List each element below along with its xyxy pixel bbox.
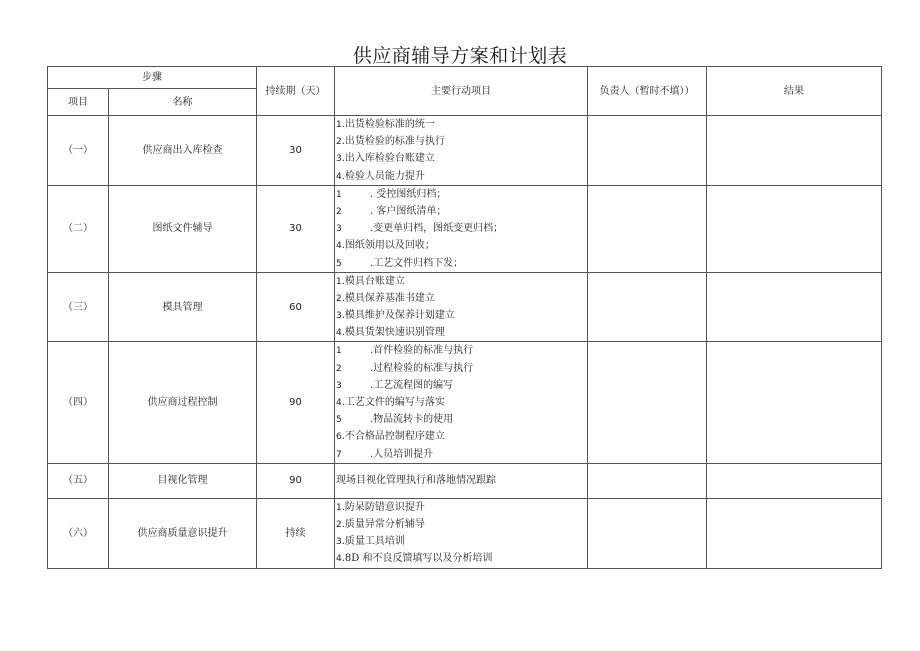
row-name: 模具管理: [109, 272, 257, 342]
row-result: [707, 272, 882, 342]
row-name: 供应商质量意识提升: [109, 498, 257, 568]
table-row: [48, 185, 882, 272]
row-duration: 持续: [257, 498, 335, 568]
action-number: 4: [336, 328, 342, 339]
row-name: 目视化管理: [109, 463, 257, 498]
header-item: 项目: [48, 89, 109, 116]
action-number: 6: [336, 432, 342, 443]
action-item: [336, 411, 587, 428]
row-name: 供应商过程控制: [109, 342, 257, 463]
row-item: （四）: [48, 342, 109, 463]
row-item: （三）: [48, 272, 109, 342]
row-result: [707, 185, 882, 272]
action-number: 1: [336, 502, 342, 513]
action-item: [336, 186, 587, 203]
action-item: [336, 360, 587, 377]
action-number: 3: [336, 311, 342, 322]
row-owner: [588, 498, 707, 568]
action-text: .质量工具培训: [341, 536, 405, 548]
row-actions: [335, 116, 588, 186]
row-result: [707, 498, 882, 568]
action-text: .模具台账建立: [341, 275, 405, 287]
action-item: [336, 324, 587, 341]
action-item: [336, 133, 587, 150]
action-text: .首件检验的标准与执行: [370, 345, 474, 357]
action-text: .检验人员能力提升: [341, 170, 425, 182]
table-row: [48, 463, 882, 498]
row-name: 供应商出入库检查: [109, 116, 257, 186]
action-item: [336, 550, 587, 567]
action-text: .质量异常分析辅导: [341, 518, 425, 530]
action-number: 2: [336, 137, 342, 148]
action-number: 1: [336, 276, 342, 287]
row-name: 图纸文件辅导: [109, 185, 257, 272]
row-actions: [335, 272, 588, 342]
header-steps: 步骤: [48, 67, 257, 89]
action-text: .过程检验的标准与执行: [370, 362, 474, 374]
action-item: [336, 150, 587, 167]
action-item: [336, 342, 587, 359]
action-item: [336, 168, 587, 185]
action-item: [336, 472, 587, 489]
header-owner: 负责人（暂时不填））: [588, 67, 707, 116]
action-item: [336, 446, 587, 463]
action-text: .工艺流程图的编写: [370, 379, 454, 391]
table-row: [48, 498, 882, 568]
action-text: .防呆防错意识提升: [341, 501, 425, 513]
action-text: .8D 和不良反馈填写以及分析培训: [341, 553, 493, 565]
row-owner: [588, 185, 707, 272]
action-text: .变更单归档，图纸变更归档；: [370, 223, 504, 235]
row-duration: 60: [257, 272, 335, 342]
header-result: 结果: [707, 67, 882, 116]
action-text: . 受控图纸归档；: [370, 188, 447, 200]
action-text: .人员培训提升: [370, 448, 434, 460]
action-item: [336, 533, 587, 550]
row-owner: [588, 342, 707, 463]
action-number: 3: [336, 380, 342, 391]
action-item: [336, 290, 587, 307]
action-number: 4: [336, 398, 342, 408]
table-row: [48, 342, 882, 463]
table-row: [48, 272, 882, 342]
row-result: [707, 116, 882, 186]
action-number: 3: [336, 537, 342, 548]
action-number: 2: [336, 519, 342, 530]
action-text: .模具货架快速识别管理: [341, 327, 445, 339]
row-actions: [335, 498, 588, 568]
action-text: .出货检验标准的统一: [341, 119, 435, 130]
row-item: （一）: [48, 116, 109, 186]
action-text: .出入库检验台账建立: [341, 153, 435, 165]
action-item: [336, 428, 587, 445]
action-number: 5: [336, 258, 342, 269]
action-item: [336, 255, 587, 272]
row-item: （五）: [48, 463, 109, 498]
action-item: [336, 220, 587, 237]
action-item: [336, 394, 587, 411]
row-owner: [588, 463, 707, 498]
action-number: 1: [336, 120, 342, 130]
row-duration: 90: [257, 342, 335, 463]
action-number: 1: [336, 346, 342, 357]
action-text: .模具维护及保养计划建立: [341, 310, 455, 322]
row-result: [707, 463, 882, 498]
action-text: .物品流转卡的使用: [370, 414, 454, 426]
action-text: .出货检验的标准与执行: [341, 136, 445, 148]
plan-table: [47, 66, 882, 569]
action-item: [336, 237, 587, 254]
row-owner: [588, 116, 707, 186]
action-number: 3: [336, 154, 342, 165]
row-actions: [335, 185, 588, 272]
action-number: 7: [336, 449, 342, 460]
action-text: 现场目视化管理执行和落地情况跟踪: [336, 475, 496, 487]
row-item: （六）: [48, 498, 109, 568]
action-text: . 客户图纸清单；: [370, 205, 447, 217]
document-title: 供应商辅导方案和计划表: [352, 45, 568, 67]
header-row-1: [48, 67, 882, 89]
row-item: （二）: [48, 185, 109, 272]
action-item: [336, 499, 587, 516]
action-text: .图纸领用以及回收；: [341, 240, 435, 252]
action-text: .不合格品控制程序建立: [341, 431, 445, 443]
row-actions: [335, 463, 588, 498]
row-actions: [335, 342, 588, 463]
action-number: 4: [336, 241, 342, 252]
action-item: [336, 377, 587, 394]
row-duration: 30: [257, 185, 335, 272]
action-number: 5: [336, 415, 342, 426]
table-row: [48, 116, 882, 186]
row-result: [707, 342, 882, 463]
action-item: [336, 116, 587, 133]
action-item: [336, 516, 587, 533]
action-text: .工艺文件的编写与落实: [341, 397, 445, 408]
action-number: 3: [336, 224, 342, 235]
action-text: .工艺文件归档下发；: [370, 257, 464, 269]
action-number: 4: [336, 554, 342, 565]
row-duration: 30: [257, 116, 335, 186]
header-name: 名称: [109, 89, 257, 116]
action-item: [336, 203, 587, 220]
action-number: 1: [336, 189, 342, 200]
row-duration: 90: [257, 463, 335, 498]
action-item: [336, 273, 587, 290]
action-number: 2: [336, 206, 342, 217]
action-item: [336, 307, 587, 324]
action-number: 4: [336, 171, 342, 182]
action-text: .模具保养基准书建立: [341, 292, 435, 304]
row-owner: [588, 272, 707, 342]
header-duration: 持续期（天）: [257, 67, 335, 116]
header-actions: 主要行动项目: [335, 67, 588, 116]
action-number: 2: [336, 363, 342, 374]
action-number: 2: [336, 293, 342, 304]
